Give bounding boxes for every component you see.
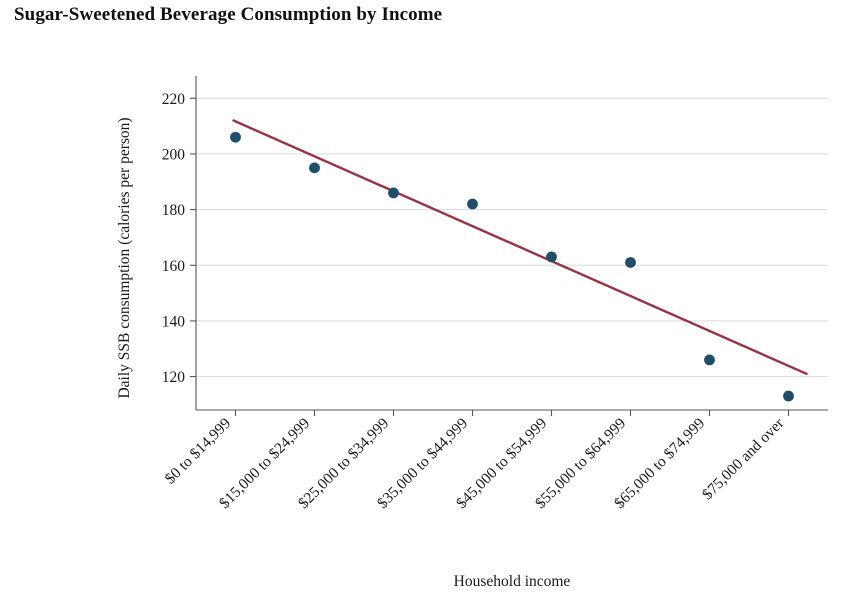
data-points — [230, 132, 794, 402]
x-tick-label: $25,000 to $34,999 — [295, 414, 393, 513]
trend-line — [234, 121, 807, 374]
y-tick-label: 180 — [161, 202, 185, 220]
y-tick-label: 200 — [161, 146, 185, 164]
data-point — [783, 391, 794, 402]
y-tick-label: 120 — [161, 369, 185, 387]
gridlines — [196, 98, 828, 376]
data-point — [467, 199, 478, 210]
x-tick-label: $0 to $14,999 — [161, 414, 235, 488]
x-tick-label: $65,000 to $74,999 — [611, 414, 709, 513]
data-point — [388, 188, 399, 199]
data-point — [704, 355, 715, 366]
y-tick-label: 220 — [161, 90, 185, 108]
data-point — [309, 162, 320, 173]
x-tick-label: $75,000 and over — [698, 414, 788, 504]
y-axis-label: Daily SSB consumption (calories per person) — [116, 117, 133, 399]
x-tick-label: $35,000 to $44,999 — [374, 414, 472, 513]
chart-title: Sugar-Sweetened Beverage Consumption by Income — [14, 4, 443, 25]
x-axis-label: Household income — [453, 573, 571, 590]
y-tick-label: 160 — [161, 257, 185, 275]
data-point — [546, 252, 557, 263]
x-tick-label: $15,000 to $24,999 — [216, 414, 314, 513]
y-tick-label: 140 — [161, 313, 185, 331]
data-point — [230, 132, 241, 143]
x-tick-label: $45,000 to $54,999 — [453, 414, 551, 513]
x-tick-labels — [162, 410, 789, 512]
x-tick-label: $55,000 to $64,999 — [532, 414, 630, 513]
y-tick-labels — [162, 91, 196, 386]
data-point — [625, 257, 636, 268]
